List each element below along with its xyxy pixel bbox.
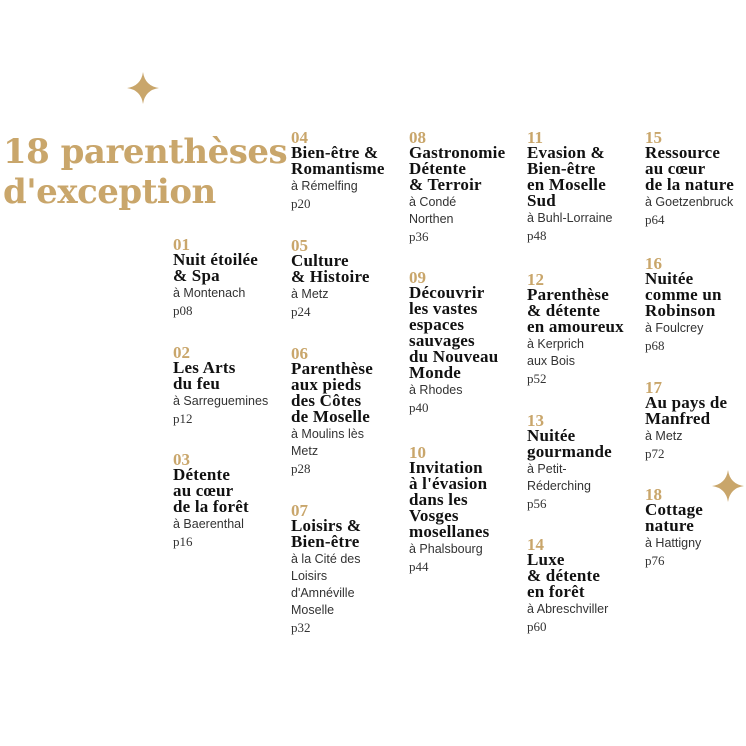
entry-page: p76: [645, 553, 665, 568]
contents-entry[interactable]: [291, 346, 416, 477]
contents-entry[interactable]: [645, 256, 746, 354]
entry-page: p40: [409, 400, 429, 415]
entry-page: p68: [645, 338, 665, 353]
entry-page: p52: [527, 371, 547, 386]
entry-page: p64: [645, 212, 665, 227]
contents-entry[interactable]: [409, 130, 534, 245]
entry-number: 07: [291, 501, 308, 520]
entry-number: 12: [527, 270, 544, 289]
contents-entry[interactable]: [291, 238, 416, 320]
contents-entry[interactable]: [645, 487, 746, 569]
entry-location: à Hattigny: [645, 536, 702, 550]
entry-title: Nuitée comme un Robinson: [645, 269, 722, 320]
entry-number: 16: [645, 254, 662, 273]
entry-location: à Foulcrey: [645, 321, 704, 335]
entry-title: Evasion & Bien-être en Moselle Sud: [527, 143, 606, 210]
entry-title: Invitation à l'évasion dans les Vosges mosellanes: [409, 458, 490, 541]
entry-title: Parenthèse aux pieds des Côtes de Moselle: [291, 359, 373, 426]
contents-entry[interactable]: [173, 452, 298, 550]
entry-location: à Montenach: [173, 286, 246, 300]
entry-location: à Buhl-Lorraine: [527, 211, 613, 225]
contents-entry[interactable]: [527, 413, 652, 512]
entry-title: Cottage nature: [645, 500, 704, 535]
entry-number: 10: [409, 443, 426, 462]
contents-entry[interactable]: [645, 130, 746, 228]
entry-location: à Abreschviller: [527, 602, 609, 616]
entry-number: 15: [645, 128, 662, 147]
entry-location: à Kerprich aux Bois: [527, 337, 584, 368]
entry-title: Culture & Histoire: [291, 251, 370, 286]
entry-page: p24: [291, 304, 311, 319]
entry-page: p72: [645, 446, 665, 461]
entry-location: à Rhodes: [409, 383, 463, 397]
contents-entry[interactable]: [527, 272, 652, 387]
entry-location: à Moulins lès Metz: [291, 427, 364, 458]
contents-entry[interactable]: [527, 537, 652, 635]
entry-number: 02: [173, 343, 190, 362]
entry-location: à Phalsbourg: [409, 542, 483, 556]
entry-number: 08: [409, 128, 426, 147]
contents-entry[interactable]: [409, 445, 534, 575]
contents-entry[interactable]: [409, 270, 534, 416]
entry-location: à Condé Northen: [409, 195, 457, 226]
contents-entry[interactable]: [291, 130, 416, 212]
entry-number: 06: [291, 344, 308, 363]
entry-page: p48: [527, 228, 547, 243]
entry-page: p60: [527, 619, 547, 634]
entry-title: Ressource au cœur de la nature: [645, 143, 734, 194]
entry-title: Nuit étoilée & Spa: [173, 250, 259, 285]
star-ornament-icon: [127, 72, 159, 104]
entry-page: p08: [173, 303, 193, 318]
entry-location: à Baerenthal: [173, 517, 244, 531]
entry-title: Au pays de Manfred: [645, 393, 728, 428]
entry-page: p16: [173, 534, 193, 549]
page-title: 18 parenthèses d'exception: [3, 132, 288, 212]
entry-number: 11: [527, 128, 544, 147]
entry-page: p12: [173, 411, 193, 426]
entry-title: Parenthèse & détente en amoureux: [527, 285, 624, 336]
entry-title: Détente au cœur de la forêt: [173, 465, 249, 516]
entry-title: Les Arts du feu: [173, 358, 236, 393]
entry-number: 17: [645, 378, 662, 397]
entry-location: à Metz: [291, 287, 329, 301]
entry-page: p56: [527, 496, 547, 511]
entry-number: 13: [527, 411, 544, 430]
entry-title: Loisirs & Bien-être: [291, 516, 362, 551]
contents-entry[interactable]: [291, 503, 416, 636]
entry-location: à Goetzenbruck: [645, 195, 734, 209]
entry-page: p20: [291, 196, 311, 211]
entry-page: p32: [291, 620, 311, 635]
entry-page: p28: [291, 461, 311, 476]
entry-page: p36: [409, 229, 429, 244]
entry-number: 04: [291, 128, 308, 147]
contents-entry[interactable]: [645, 380, 746, 462]
entry-location: à Sarreguemines: [173, 394, 269, 408]
entry-location: à Rémelfing: [291, 179, 358, 193]
entry-number: 03: [173, 450, 190, 469]
entry-number: 09: [409, 268, 426, 287]
entry-title: Découvrir les vastes espaces sauvages du Nouveau Monde: [409, 283, 499, 382]
entry-title: Luxe & détente en forêt: [527, 550, 601, 601]
entry-location: à Metz: [645, 429, 683, 443]
entry-location: à Petit- Réderching: [527, 462, 591, 493]
entry-location: à la Cité des Loisirs d'Amnéville Moselle: [291, 552, 361, 617]
entry-number: 01: [173, 235, 190, 254]
contents-entry[interactable]: [173, 237, 298, 319]
entry-number: 18: [645, 485, 662, 504]
entry-number: 14: [527, 535, 544, 554]
entry-title: Nuitée gourmande: [527, 426, 612, 461]
entry-title: Gastronomie Détente & Terroir: [409, 143, 506, 194]
entry-number: 05: [291, 236, 308, 255]
contents-entry[interactable]: [527, 130, 652, 244]
contents-entry[interactable]: [173, 345, 298, 427]
entry-title: Bien-être & Romantisme: [291, 143, 385, 178]
entry-page: p44: [409, 559, 429, 574]
